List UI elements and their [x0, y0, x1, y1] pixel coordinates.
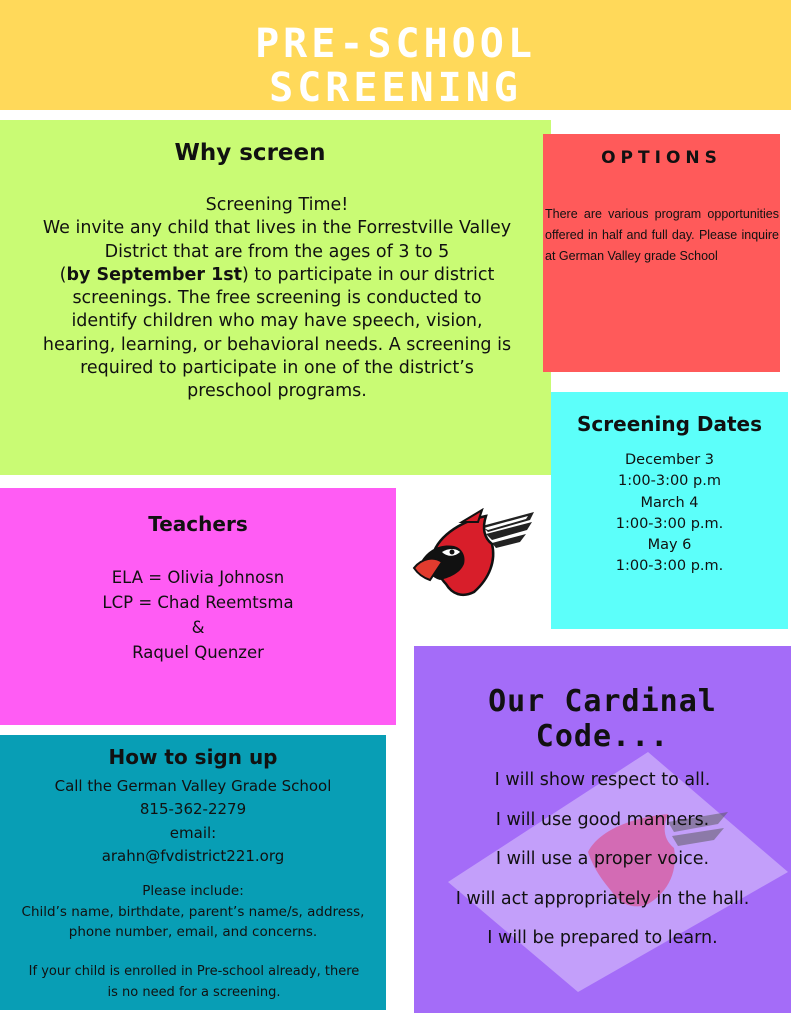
teachers-heading: Teachers: [148, 512, 248, 536]
sign-up-contact: [0, 775, 386, 868]
code-line: I will use a proper voice.: [495, 849, 710, 869]
email-address: arahn@fvdistrict221.org: [101, 846, 285, 865]
screening-dates-section: [551, 392, 788, 629]
cardinal-code-section: [414, 646, 791, 1013]
options-section: [543, 134, 780, 372]
cardinal-code-heading: Our Cardinal Code...: [488, 684, 717, 754]
why-line: required to participate in one of the district’s: [80, 358, 474, 379]
time-line: 1:00-3:00 p.m.: [615, 558, 724, 575]
options-heading: OPTIONS: [601, 148, 722, 168]
sign-up-section: [0, 735, 386, 1010]
why-line: identify children who may have speech, vision,: [71, 311, 483, 332]
teacher-line: Raquel Quenzer: [132, 643, 264, 662]
code-line: I will show respect to all.: [494, 770, 711, 790]
teacher-line: &: [191, 618, 205, 637]
why-screen-body: [16, 194, 538, 404]
why-line: screenings. The free screening is conducted to: [72, 288, 482, 309]
note-line: is no need for a screening.: [107, 985, 281, 1000]
screening-dates-heading: Screening Dates: [577, 412, 762, 436]
time-line: 1:00-3:00 p.m.: [615, 515, 724, 532]
include-line: Please include:: [142, 883, 244, 899]
cardinal-mascot-icon: [412, 508, 536, 600]
sign-up-include: [0, 881, 386, 943]
date-line: May 6: [647, 537, 692, 554]
why-line: preschool programs.: [187, 381, 367, 402]
why-line: [16, 264, 538, 287]
page-title-line1: PRE-SCHOOL: [255, 21, 536, 67]
code-line: I will use good manners.: [495, 809, 710, 830]
sign-up-note: [4, 961, 384, 1003]
header-banner: [0, 0, 791, 110]
why-screen-heading: Why screen: [174, 140, 326, 166]
why-screen-section: [0, 120, 551, 475]
teachers-section: [0, 488, 396, 725]
teachers-list: [0, 565, 396, 665]
page-title-line2: SCREENING: [269, 65, 522, 111]
why-line-text: (: [59, 264, 67, 285]
cardinal-code-list: [414, 761, 791, 959]
options-body: There are various program opportunities offered in half and full day. Please inquire at German Valley grade School: [545, 207, 779, 263]
code-line: I will be prepared to learn.: [487, 928, 718, 948]
why-line-text: ) to participate in our district: [242, 264, 495, 285]
include-line: Child’s name, birthdate, parent’s name/s, address,: [21, 903, 365, 920]
why-line: We invite any child that lives in the Forrestville Valley: [42, 218, 512, 239]
include-line: phone number, email, and concerns.: [68, 924, 318, 940]
why-line: Screening Time!: [205, 195, 349, 215]
contact-line: Call the German Valley Grade School: [54, 777, 332, 795]
contact-line: email:: [169, 823, 217, 842]
time-line: 1:00-3:00 p.m: [618, 473, 721, 490]
note-line: If your child is enrolled in Pre-school already, there: [28, 964, 360, 979]
phone-number: 815-362-2279: [139, 800, 247, 819]
why-deadline: by September 1st: [66, 264, 243, 285]
date-line: December 3: [624, 452, 715, 468]
code-line: I will act appropriately in the hall.: [455, 888, 750, 909]
why-line: hearing, learning, or behavioral needs. A screening is: [42, 334, 512, 355]
teacher-line: ELA = Olivia Johnosn: [111, 568, 285, 587]
screening-dates-list: [551, 450, 788, 578]
teacher-line: LCP = Chad Reemtsma: [102, 593, 294, 612]
sign-up-heading: How to sign up: [108, 745, 278, 769]
date-line: March 4: [640, 494, 699, 511]
why-line: District that are from the ages of 3 to 5: [104, 241, 450, 262]
